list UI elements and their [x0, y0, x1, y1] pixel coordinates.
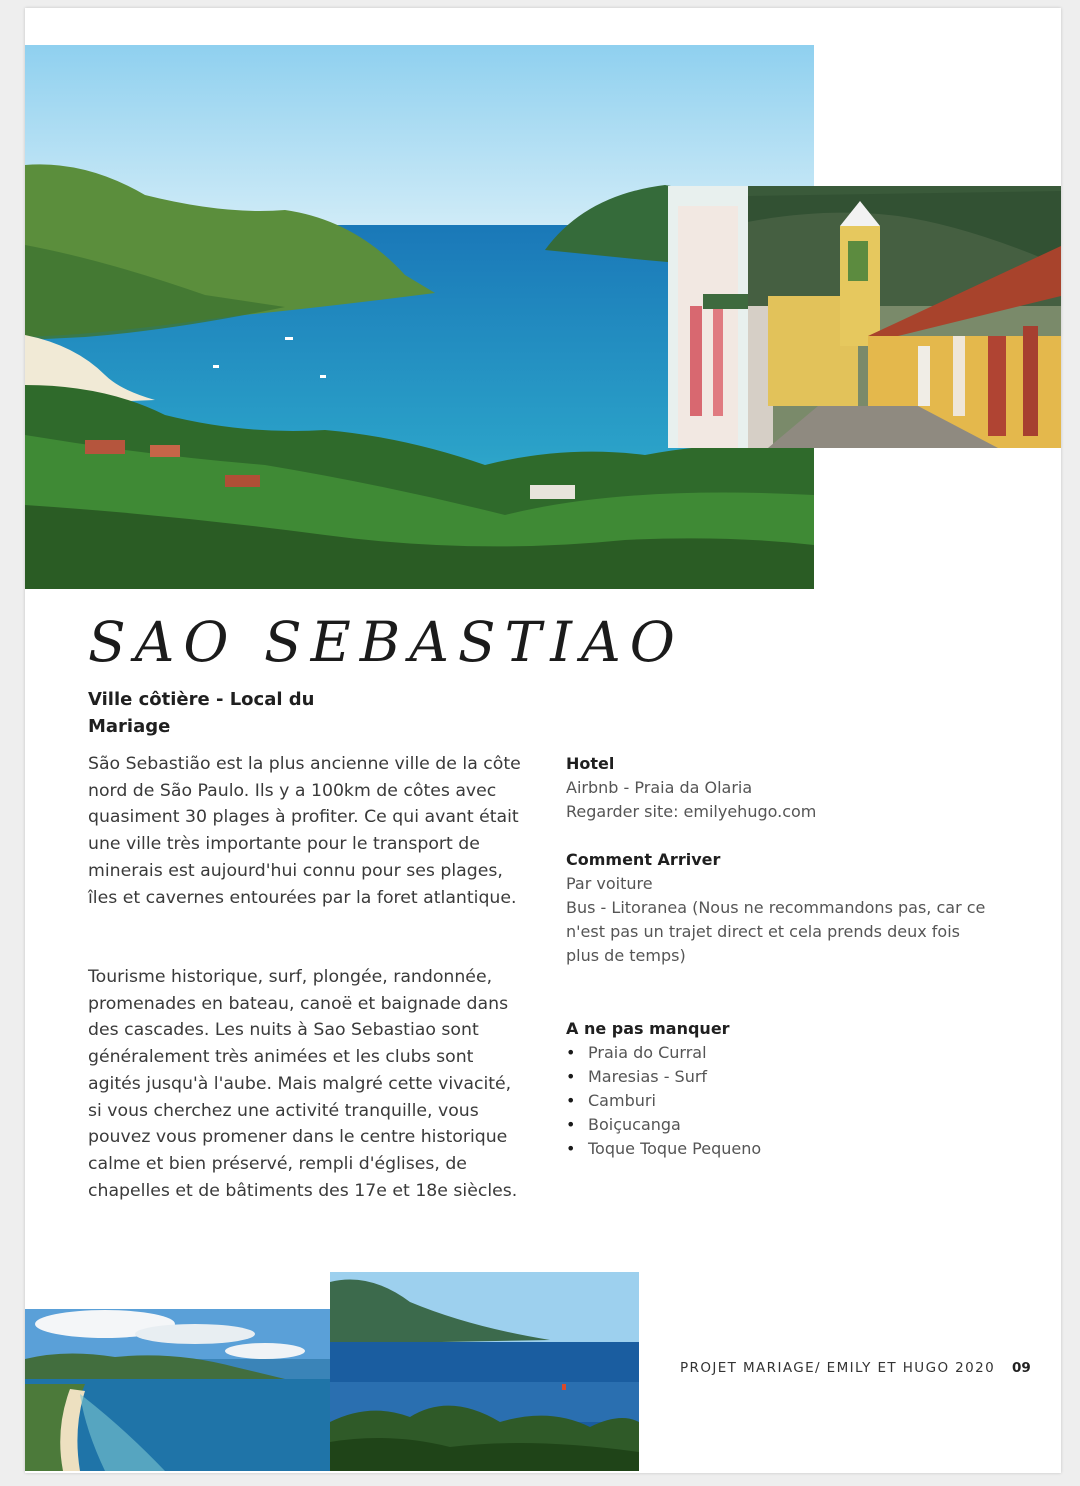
hotel-section — [566, 752, 1016, 824]
footer-text: PROJET MARIAGE/ EMILY ET HUGO 2020 — [680, 1360, 996, 1376]
list-item: • Praia do Curral — [566, 1041, 1016, 1065]
hotel-site-line: Regarder site: emilyehugo.com — [566, 802, 817, 821]
arrival-heading: Comment Arriver — [566, 850, 721, 869]
colonial-street-photo — [668, 186, 1061, 448]
hotel-line: Airbnb - Praia da Olaria — [566, 778, 753, 797]
arrival-section — [566, 848, 1016, 968]
list-item: • Boiçucanga — [566, 1113, 1016, 1137]
arrival-line: Par voiture — [566, 874, 653, 893]
list-item: • Toque Toque Pequeno — [566, 1137, 1016, 1161]
arrival-bus-line: Bus - Litoranea (Nous ne recommandons pas, car ce n'est pas un trajet direct et cela prends deux fois plus de temps) — [566, 898, 986, 965]
must-see-section — [566, 1017, 1016, 1161]
beach-coast-photo — [25, 1309, 330, 1471]
hotel-heading: Hotel — [566, 754, 615, 773]
page-title: SAO SEBASTIAO — [88, 610, 684, 674]
must-see-heading: A ne pas manquer — [566, 1019, 730, 1038]
list-item: • Maresias - Surf — [566, 1065, 1016, 1089]
intro-paragraph-2: Tourisme historique, surf, plongée, randonnée, promenades en bateau, canoë et baignade dans des cascades. Les nuits à Sao Sebastiao sont généralement très animées et les clubs sont agités jusqu'à l'aube. Mais malgré cette vivacité, si vous cherchez une activité tranquille, vous pouvez vous promener dans le centre historique calme et bien préservé, rempli d'églises, de chapelles et de bâtiments des 17e et 18e siècles. — [88, 967, 518, 1201]
must-see-list — [566, 1041, 1016, 1161]
subtitle: Ville côtière - Local du Mariage — [88, 689, 315, 737]
page-number: 09 — [1012, 1360, 1031, 1376]
sea-palms-photo — [330, 1272, 639, 1471]
intro-paragraph-1: São Sebastião est la plus ancienne ville de la côte nord de São Paulo. Ils y a 100km de côtes avec quasiment 30 plages à profiter. Ce qui avant était une ville très importante pour le transport de minerais est aujourd'hui connu pour ses plages, îles et cavernes entourées par la foret atlantique. — [88, 754, 521, 908]
list-item: • Camburi — [566, 1089, 1016, 1113]
